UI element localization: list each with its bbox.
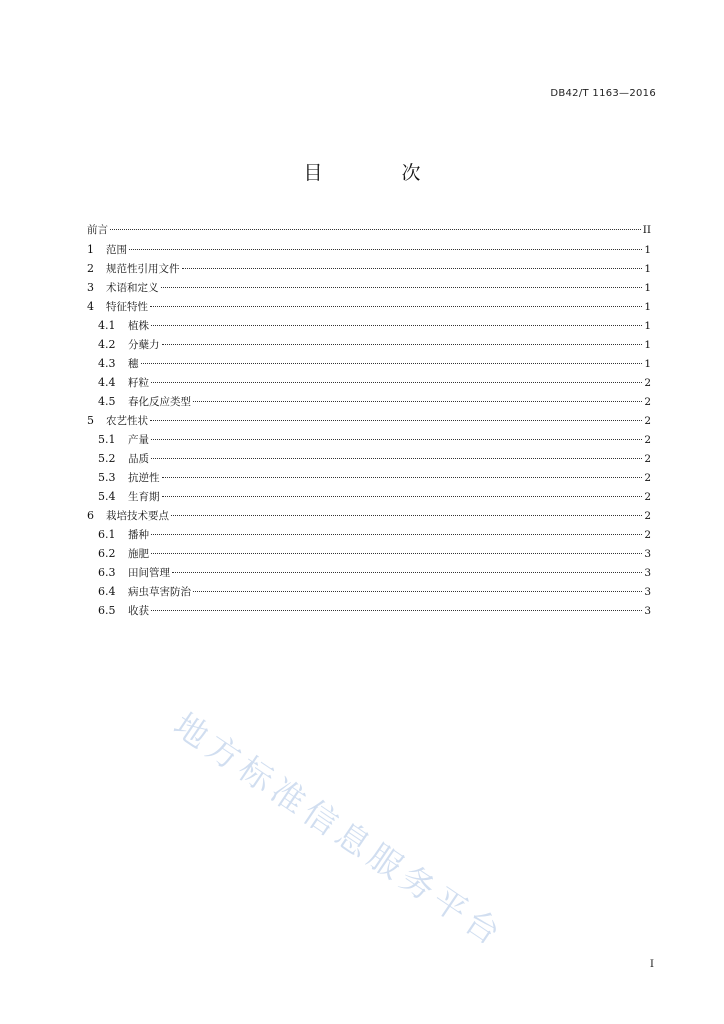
toc-entry-title: 病虫草害防治	[128, 586, 191, 598]
toc-entry-title: 前言	[87, 224, 108, 236]
toc-entry-page: 2	[644, 396, 651, 408]
toc-entry-page: 1	[644, 301, 651, 313]
toc-dot-leader	[151, 553, 642, 554]
toc-entry[interactable]	[87, 297, 651, 316]
toc-entry-page: 1	[644, 358, 651, 370]
toc-dot-leader	[151, 325, 642, 326]
toc-entry-title: 品质	[128, 453, 149, 465]
toc-entry-number: 3	[87, 281, 94, 294]
toc-entry-title: 栽培技术要点	[106, 510, 169, 522]
toc-entry-number: 6	[87, 509, 94, 522]
toc-entry-title: 农艺性状	[106, 415, 148, 427]
toc-dot-leader	[150, 420, 642, 421]
toc-dot-leader	[110, 229, 641, 230]
toc-entry-page: 3	[644, 548, 651, 560]
toc-dot-leader	[129, 249, 642, 250]
toc-entry-number: 4.4	[98, 376, 116, 389]
toc-entry-number: 2	[87, 262, 94, 275]
toc-entry[interactable]	[87, 601, 651, 620]
toc-entry-title: 春化反应类型	[128, 396, 191, 408]
toc-dot-leader	[151, 610, 642, 611]
page-title: 目 次	[303, 162, 451, 184]
toc-dot-leader	[182, 268, 643, 269]
toc-dot-leader	[193, 591, 642, 592]
toc-entry-page: 1	[644, 320, 651, 332]
toc-entry[interactable]	[87, 335, 651, 354]
toc-entry-page: 3	[644, 567, 651, 579]
toc-entry[interactable]	[87, 411, 651, 430]
toc-entry[interactable]	[87, 354, 651, 373]
toc-dot-leader	[141, 363, 643, 364]
toc-entry-number: 5.2	[98, 452, 116, 465]
toc-entry-number: 5.4	[98, 490, 116, 503]
toc-entry[interactable]	[87, 506, 651, 525]
toc-entry[interactable]	[87, 430, 651, 449]
toc-entry-page: II	[642, 224, 651, 236]
toc-dot-leader	[151, 534, 642, 535]
toc-entry-page: 1	[644, 263, 651, 275]
toc-entry-number: 1	[87, 243, 94, 256]
toc-entry[interactable]	[87, 373, 651, 392]
toc-entry-number: 4.1	[98, 319, 116, 332]
toc-entry-title: 穗	[128, 358, 139, 370]
toc-entry-page: 2	[644, 472, 651, 484]
toc-entry-title: 籽粒	[128, 377, 149, 389]
toc-dot-leader	[162, 344, 643, 345]
toc-entry[interactable]	[87, 278, 651, 297]
toc-entry-title: 分蘖力	[128, 339, 160, 351]
toc-entry-title: 规范性引用文件	[106, 263, 180, 275]
table-of-contents	[87, 221, 651, 620]
toc-entry-page: 3	[644, 586, 651, 598]
toc-entry-title: 生育期	[128, 491, 160, 503]
toc-entry[interactable]	[87, 221, 651, 240]
toc-dot-leader	[162, 496, 643, 497]
toc-entry-page: 1	[644, 339, 651, 351]
toc-entry[interactable]	[87, 582, 651, 601]
toc-entry-number: 4.5	[98, 395, 116, 408]
toc-entry-title: 收获	[128, 605, 149, 617]
toc-dot-leader	[151, 382, 642, 383]
toc-entry-page: 2	[644, 434, 651, 446]
toc-entry-page: 2	[644, 453, 651, 465]
toc-entry-title: 范围	[106, 244, 127, 256]
toc-entry-title: 播种	[128, 529, 149, 541]
toc-entry[interactable]	[87, 468, 651, 487]
toc-dot-leader	[150, 306, 642, 307]
toc-dot-leader	[151, 458, 642, 459]
toc-entry[interactable]	[87, 563, 651, 582]
toc-entry-number: 6.2	[98, 547, 116, 560]
toc-entry[interactable]	[87, 487, 651, 506]
toc-entry[interactable]	[87, 392, 651, 411]
toc-entry-title: 植株	[128, 320, 149, 332]
toc-entry[interactable]	[87, 259, 651, 278]
toc-entry-title: 抗逆性	[128, 472, 160, 484]
toc-entry-page: 3	[644, 605, 651, 617]
toc-entry-number: 6.4	[98, 585, 116, 598]
toc-entry-page: 2	[644, 529, 651, 541]
toc-entry-page: 2	[644, 415, 651, 427]
toc-entry-number: 6.5	[98, 604, 116, 617]
toc-entry-page: 1	[644, 244, 651, 256]
toc-entry-title: 特征特性	[106, 301, 148, 313]
toc-entry[interactable]	[87, 544, 651, 563]
toc-dot-leader	[193, 401, 642, 402]
toc-entry[interactable]	[87, 316, 651, 335]
toc-entry-number: 4	[87, 300, 94, 313]
toc-entry-number: 4.2	[98, 338, 116, 351]
document-code: DB42/T 1163—2016	[550, 88, 656, 99]
toc-entry-page: 2	[644, 510, 651, 522]
toc-entry-title: 术语和定义	[106, 282, 159, 294]
toc-entry-title: 田间管理	[128, 567, 170, 579]
toc-dot-leader	[161, 287, 643, 288]
toc-entry-number: 6.1	[98, 528, 116, 541]
toc-entry-title: 产量	[128, 434, 149, 446]
toc-dot-leader	[151, 439, 642, 440]
toc-entry-page: 2	[644, 377, 651, 389]
toc-entry-number: 4.3	[98, 357, 116, 370]
toc-entry-number: 6.3	[98, 566, 116, 579]
toc-entry-number: 5.1	[98, 433, 116, 446]
toc-dot-leader	[171, 515, 642, 516]
toc-dot-leader	[162, 477, 643, 478]
toc-entry-page: 2	[644, 491, 651, 503]
watermark: 地方标准信息服务平台	[166, 704, 512, 956]
toc-entry[interactable]	[87, 525, 651, 544]
toc-entry-title: 施肥	[128, 548, 149, 560]
toc-entry-page: 1	[644, 282, 651, 294]
page-number: I	[649, 958, 654, 970]
toc-dot-leader	[172, 572, 642, 573]
toc-entry[interactable]	[87, 449, 651, 468]
toc-entry-number: 5	[87, 414, 94, 427]
toc-entry[interactable]	[87, 240, 651, 259]
toc-entry-number: 5.3	[98, 471, 116, 484]
